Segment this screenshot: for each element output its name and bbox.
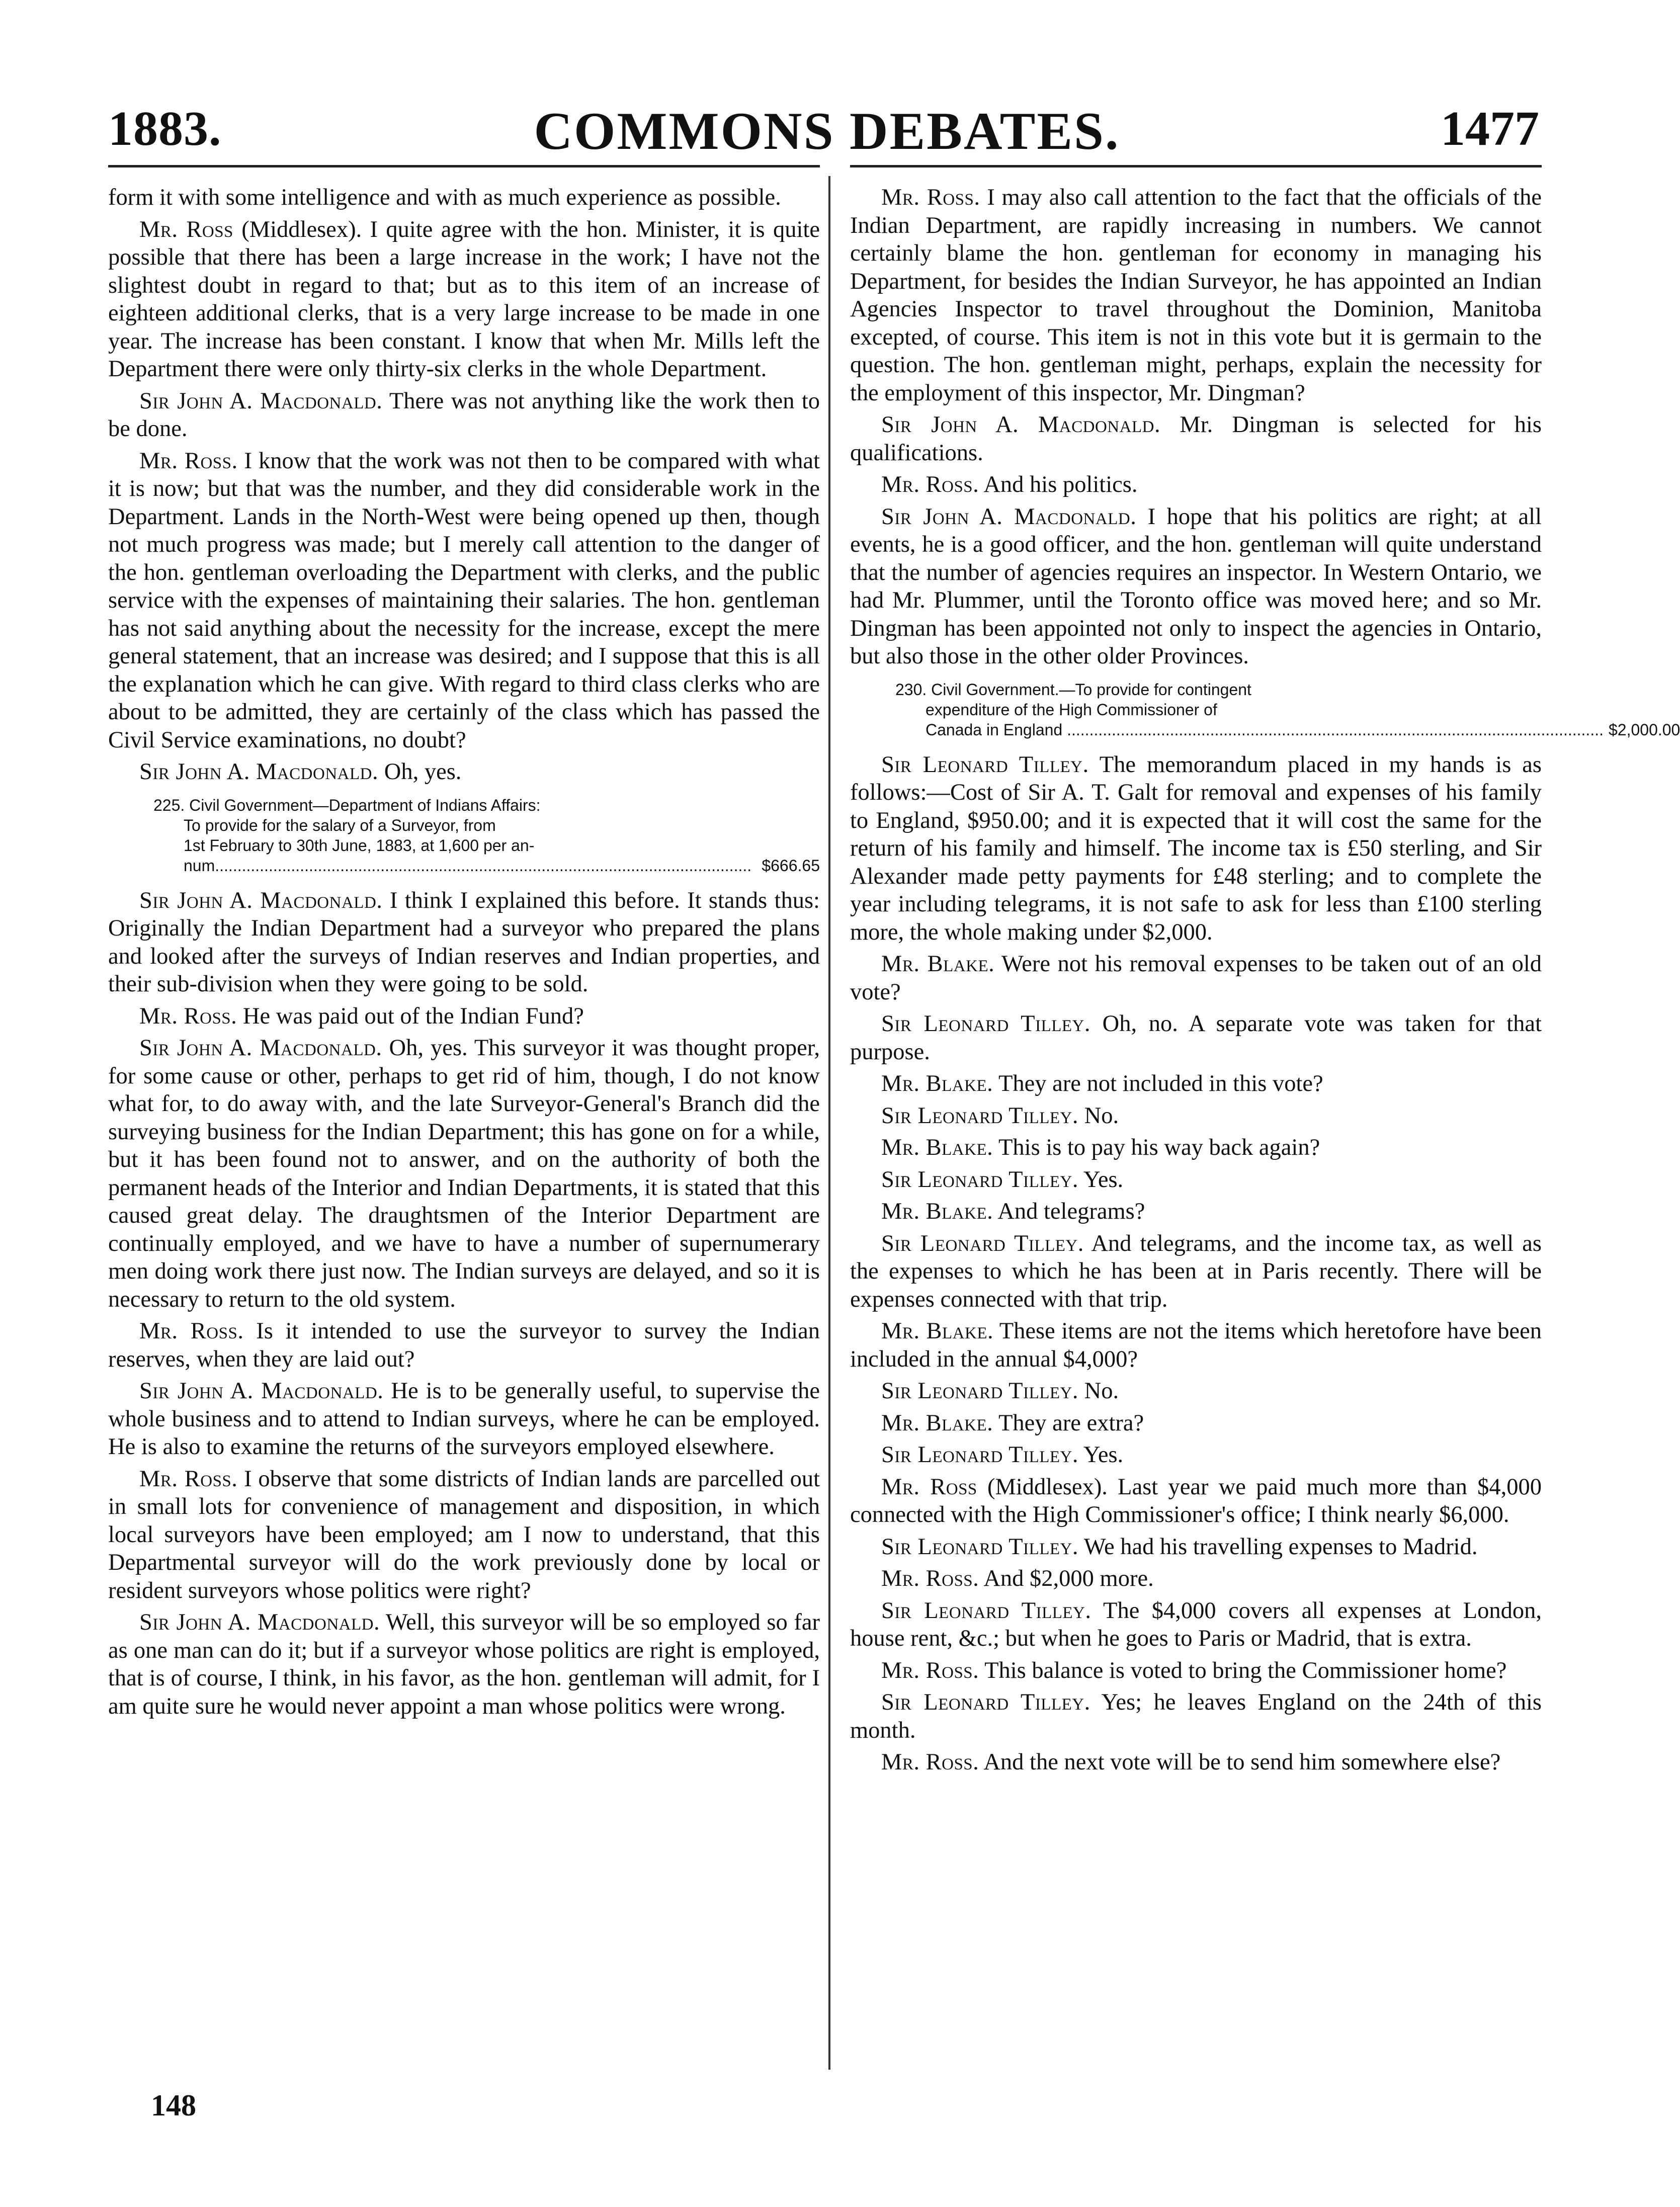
- paragraph: [850, 1166, 1542, 1194]
- speaker-name: Sir Leonard Tilley.: [881, 1166, 1078, 1193]
- paragraph-text: And telegrams, and the income tax, as well as the expenses to which he has been at in Paris recently. There will be expenses connected with that trip.: [850, 1230, 1542, 1312]
- speaker-name: Sir Leonard Tilley.: [881, 1378, 1078, 1404]
- speaker-name: Sir Leonard Tilley.: [881, 1102, 1078, 1129]
- item-amount-line: [108, 856, 820, 876]
- page-header: [0, 0, 1654, 168]
- paragraph: [108, 1002, 820, 1031]
- speaker-name: Sir Leonard Tilley.: [881, 1689, 1090, 1715]
- speaker-name: Sir John A. Macdonald.: [139, 1378, 384, 1404]
- paragraph-text: This is to pay his way back again?: [993, 1135, 1320, 1160]
- item-line: expenditure of the High Commissioner of: [926, 700, 1217, 719]
- paragraph: [108, 216, 820, 383]
- speaker-name: Mr. Ross.: [139, 448, 238, 474]
- paragraph: [850, 1688, 1542, 1744]
- header-rule-left: [108, 165, 820, 167]
- paragraph: [108, 184, 820, 212]
- paragraph-text: I may also call attention to the fact that the officials of the Indian Department, are rapidly increasing in numbers. We cannot certainly blame the hon. gentleman for economy in managing his Department, for besides the Indian Surveyor, he has appointed an Indian Agencies Inspector to travel throughout the Dominion, Manitoba excepted, of course. This item is not in this vote but it is germain to the question. The hon. gentleman might, perhaps, explain the necessity for the employment of this inspector, Mr. Dingman?: [850, 185, 1542, 406]
- paragraph-text: He was paid out of the Indian Fund?: [237, 1003, 584, 1029]
- speaker-name: Mr. Ross.: [881, 185, 980, 210]
- paragraph-text: He is to be generally useful, to supervise the whole business and to attend to Indian surveys, where he can be employed. He is also to examine the returns of the surveyors employed elsewhere.: [108, 1378, 820, 1460]
- paragraph: [850, 1657, 1542, 1685]
- paragraph: [850, 1134, 1542, 1162]
- speaker-name: Mr. Ross.: [881, 472, 979, 497]
- paragraph: [850, 184, 1542, 407]
- estimate-item-230: [850, 680, 1680, 740]
- paragraph: [850, 471, 1542, 499]
- paragraph-text: We had his travelling expenses to Madrid.: [1078, 1534, 1478, 1560]
- speaker-name: Mr. Blake.: [881, 1135, 993, 1160]
- paragraph: [850, 1070, 1542, 1098]
- paragraph-text: And telegrams?: [993, 1199, 1145, 1224]
- paragraph-text: They are extra?: [993, 1410, 1144, 1436]
- item-line: To provide for the salary of a Surveyor, from: [184, 816, 496, 834]
- speaker-name: Sir John A. Macdonald.: [139, 759, 379, 785]
- estimate-item-225: [108, 795, 820, 876]
- paragraph-text: Yes; he leaves England on the 24th of this month.: [850, 1689, 1542, 1743]
- paragraph: [850, 1533, 1542, 1561]
- left-column: [108, 184, 820, 1724]
- paragraph: [850, 1230, 1542, 1314]
- item-line: num: [184, 856, 215, 875]
- column-divider: [828, 176, 830, 2070]
- paragraph: [850, 1198, 1542, 1226]
- speaker-name: Sir Leonard Tilley.: [881, 1011, 1090, 1037]
- paragraph: [850, 950, 1542, 1006]
- paragraph-text: Oh, yes. This surveyor it was thought proper, for some cause or other, perhaps to get rid of him, though, I do not know what for, to do away with, and the late Surveyor-General's Branch did the surveying business for the Indian Department; this has gone on for a while, but it has been found not to answer, and on the authority of both the permanent heads of the Interior and Indian Departments, it is stated that this caused great delay. The draughtsmen of the Interior Department are continually employed, and we have to have a number of supernumerary men doing work there just now. The Indian surveys are delayed, and so it is necessary to return to the old system.: [108, 1035, 820, 1312]
- paragraph: [108, 387, 820, 443]
- paragraph: [108, 758, 820, 786]
- paragraph: [108, 887, 820, 998]
- paragraph: [850, 1748, 1542, 1776]
- item-heading: 225. Civil Government—Department of Indians Affairs:: [153, 796, 541, 814]
- paragraph: [850, 1010, 1542, 1066]
- header-page-number: 1477: [1441, 102, 1539, 156]
- speaker-name: Mr. Ross.: [881, 1749, 979, 1775]
- paragraph: [108, 1465, 820, 1605]
- paragraph-text: Yes.: [1078, 1442, 1124, 1468]
- item-amount: $2,000.00: [1608, 720, 1680, 739]
- speaker-name: Mr. Ross.: [139, 1466, 238, 1492]
- paragraph-text: Well, this surveyor will be so employed so far as one man can do it; but if a surveyor whose politics are right is employed, that is of course, I think, in his favor, as the hon. gentleman will admit, for I am quite sure he would never appoint a man whose politics were wrong.: [108, 1609, 820, 1719]
- paragraph-text: Oh, no. A separate vote was taken for that purpose.: [850, 1011, 1542, 1065]
- paragraph: [850, 1377, 1542, 1405]
- speaker-name: Mr. Ross.: [139, 1318, 244, 1344]
- speaker-name: Mr. Blake.: [881, 951, 995, 977]
- paragraph-text: I know that the work was not then to be compared with what it is now; but that was the number, and they did considerable work in the Department. Lands in the North-West were being opened up then, though not much progress was made; but I merely call attention to the danger of the hon. gentleman overloading the Department with clerks, and the public service with the expenses of maintaining their salaries. The hon. gentleman has not said anything about the necessity for the increase, except the mere general statement, that an increase was desired; and I suppose that this is all the explanation which he can give. With regard to third class clerks who are about to be admitted, they are certainly of the class which has passed the Civil Service examinations, no doubt?: [108, 448, 820, 753]
- speaker-name: Sir Leonard Tilley.: [881, 1442, 1078, 1468]
- item-heading: 230. Civil Government.—To provide for contingent: [895, 680, 1251, 699]
- item-line: 1st February to 30th June, 1883, at 1,600 per an-: [184, 836, 535, 855]
- paragraph-text: The memorandum placed in my hands is as follows:—Cost of Sir A. T. Galt for removal and expenses of his family to England, $950.00; and it is expected that it will cost the same for the return of his family and himself. The income tax is £50 sterling, and Sir Alexander made petty payments for £48 sterling; and to complete the year including telegrams, it is not safe to ask for less than £100 sterling more, the whole making under $2,000.: [850, 751, 1542, 945]
- item-amount: $666.65: [762, 856, 820, 875]
- paragraph-text: (Middlesex). I quite agree with the hon. Minister, it is quite possible that there has been a large increase in the work; I have not the slightest doubt in regard to that; but as to this item of an increase of eighteen additional clerks, that is a very large increase to be made in one year. The increase has been constant. I know that when Mr. Mills left the Department there were only thirty-six clerks in the whole Department.: [108, 216, 820, 382]
- paragraph: [850, 1102, 1542, 1130]
- paragraph-text: Mr. Dingman is selected for his qualifications.: [850, 412, 1542, 466]
- speaker-name: Mr. Ross: [139, 216, 233, 242]
- speaker-name: Sir Leonard Tilley.: [881, 751, 1089, 778]
- paragraph-text: And the next vote will be to send him somewhere else?: [979, 1749, 1501, 1775]
- item-leader: Canada in England ........................................................................................................................: [926, 720, 1604, 739]
- item-amount-line: [850, 720, 1680, 740]
- paragraph: [850, 411, 1542, 467]
- paragraph-text: Oh, yes.: [378, 759, 462, 785]
- paragraph: [850, 751, 1542, 947]
- paragraph-text: Is it intended to use the surveyor to survey the Indian reserves, when they are laid out?: [108, 1318, 820, 1372]
- paragraph-text: I hope that his politics are right; at all events, he is a good officer, and the hon. gentleman will quite understand that the number of agencies requires an inspector. In Western Ontario, we had Mr. Plummer, until the Toronto office was moved here; and so Mr. Dingman has been appointed not only to inspect the agencies in Ontario, but also those in the other older Provinces.: [850, 503, 1542, 669]
- paragraph-text: There was not anything like the work then to be done.: [108, 388, 820, 442]
- speaker-name: Sir Leonard Tilley.: [881, 1230, 1084, 1256]
- speaker-name: Sir John A. Macdonald.: [139, 887, 383, 913]
- paragraph: [108, 1034, 820, 1313]
- speaker-name: Sir John A. Macdonald.: [881, 503, 1137, 530]
- speaker-name: Sir Leonard Tilley.: [881, 1597, 1091, 1624]
- paragraph-text: These items are not the items which heretofore have been included in the annual $4,000?: [850, 1318, 1542, 1372]
- paragraph: [850, 1597, 1542, 1653]
- speaker-name: Mr. Blake.: [881, 1071, 993, 1096]
- speaker-name: Mr. Blake.: [881, 1410, 993, 1436]
- speaker-name: Sir John A. Macdonald.: [139, 1609, 380, 1635]
- paragraph: [108, 447, 820, 754]
- paragraph: [850, 503, 1542, 670]
- speaker-name: Mr. Ross: [881, 1474, 977, 1500]
- right-column: [850, 184, 1680, 1780]
- paragraph: [850, 1317, 1542, 1373]
- speaker-name: Mr. Ross.: [881, 1657, 979, 1683]
- paragraph: [850, 1473, 1542, 1529]
- paragraph-text: (Middlesex). Last year we paid much more than $4,000 connected with the High Commissioner's office; I think nearly $6,000.: [850, 1474, 1542, 1527]
- item-line: Canada in England: [926, 720, 1063, 739]
- paragraph-text: I observe that some districts of Indian lands are parcelled out in small lots for convenience of management and disposition, in which local surveyors have been employed; am I now to understand, that this Departmental surveyor will do the work previously done by local or resident surveyors whose politics were right?: [108, 1466, 820, 1603]
- paragraph-text: form it with some intelligence and with as much experience as possible.: [108, 185, 781, 210]
- speaker-name: Sir Leonard Tilley.: [881, 1534, 1078, 1560]
- paragraph-text: I think I explained this before. It stands thus: Originally the Indian Department had a surveyor who prepared the plans and looked after the surveys of Indian reserves and Indian properties, and their sub-division when they were going to be sold.: [108, 887, 820, 997]
- paragraph-text: They are not included in this vote?: [993, 1071, 1323, 1096]
- paragraph: [850, 1409, 1542, 1437]
- paragraph-text: And $2,000 more.: [979, 1566, 1154, 1591]
- paragraph: [850, 1565, 1542, 1593]
- paragraph-text: Were not his removal expenses to be taken out of an old vote?: [850, 951, 1542, 1005]
- paragraph-text: No.: [1078, 1378, 1119, 1404]
- speaker-name: Mr. Blake.: [881, 1318, 994, 1344]
- paragraph: [108, 1377, 820, 1461]
- signature-mark: 148: [151, 2089, 196, 2122]
- header-year: 1883.: [108, 102, 222, 156]
- paragraph-text: Yes.: [1078, 1166, 1124, 1193]
- speaker-name: Mr. Ross.: [881, 1566, 979, 1591]
- speaker-name: Sir John A. Macdonald.: [139, 1035, 382, 1061]
- paragraph-text: The $4,000 covers all expenses at London, house rent, &c.; but when he goes to Paris or Madrid, that is extra.: [850, 1597, 1542, 1651]
- paragraph-text: This balance is voted to bring the Commissioner home?: [979, 1657, 1507, 1683]
- paragraph: [108, 1608, 820, 1720]
- paragraph: [850, 1441, 1542, 1469]
- paragraph-text: No.: [1078, 1102, 1119, 1129]
- item-leader: num........................................................................................................................: [184, 856, 752, 875]
- paragraph-text: And his politics.: [979, 472, 1138, 497]
- header-title: COMMONS DEBATES.: [534, 102, 1120, 160]
- speaker-name: Sir John A. Macdonald.: [139, 388, 383, 414]
- speaker-name: Mr. Blake.: [881, 1199, 993, 1224]
- header-rule-right: [850, 165, 1542, 167]
- speaker-name: Sir John A. Macdonald.: [881, 412, 1161, 438]
- paragraph: [108, 1317, 820, 1373]
- speaker-name: Mr. Ross.: [139, 1003, 237, 1029]
